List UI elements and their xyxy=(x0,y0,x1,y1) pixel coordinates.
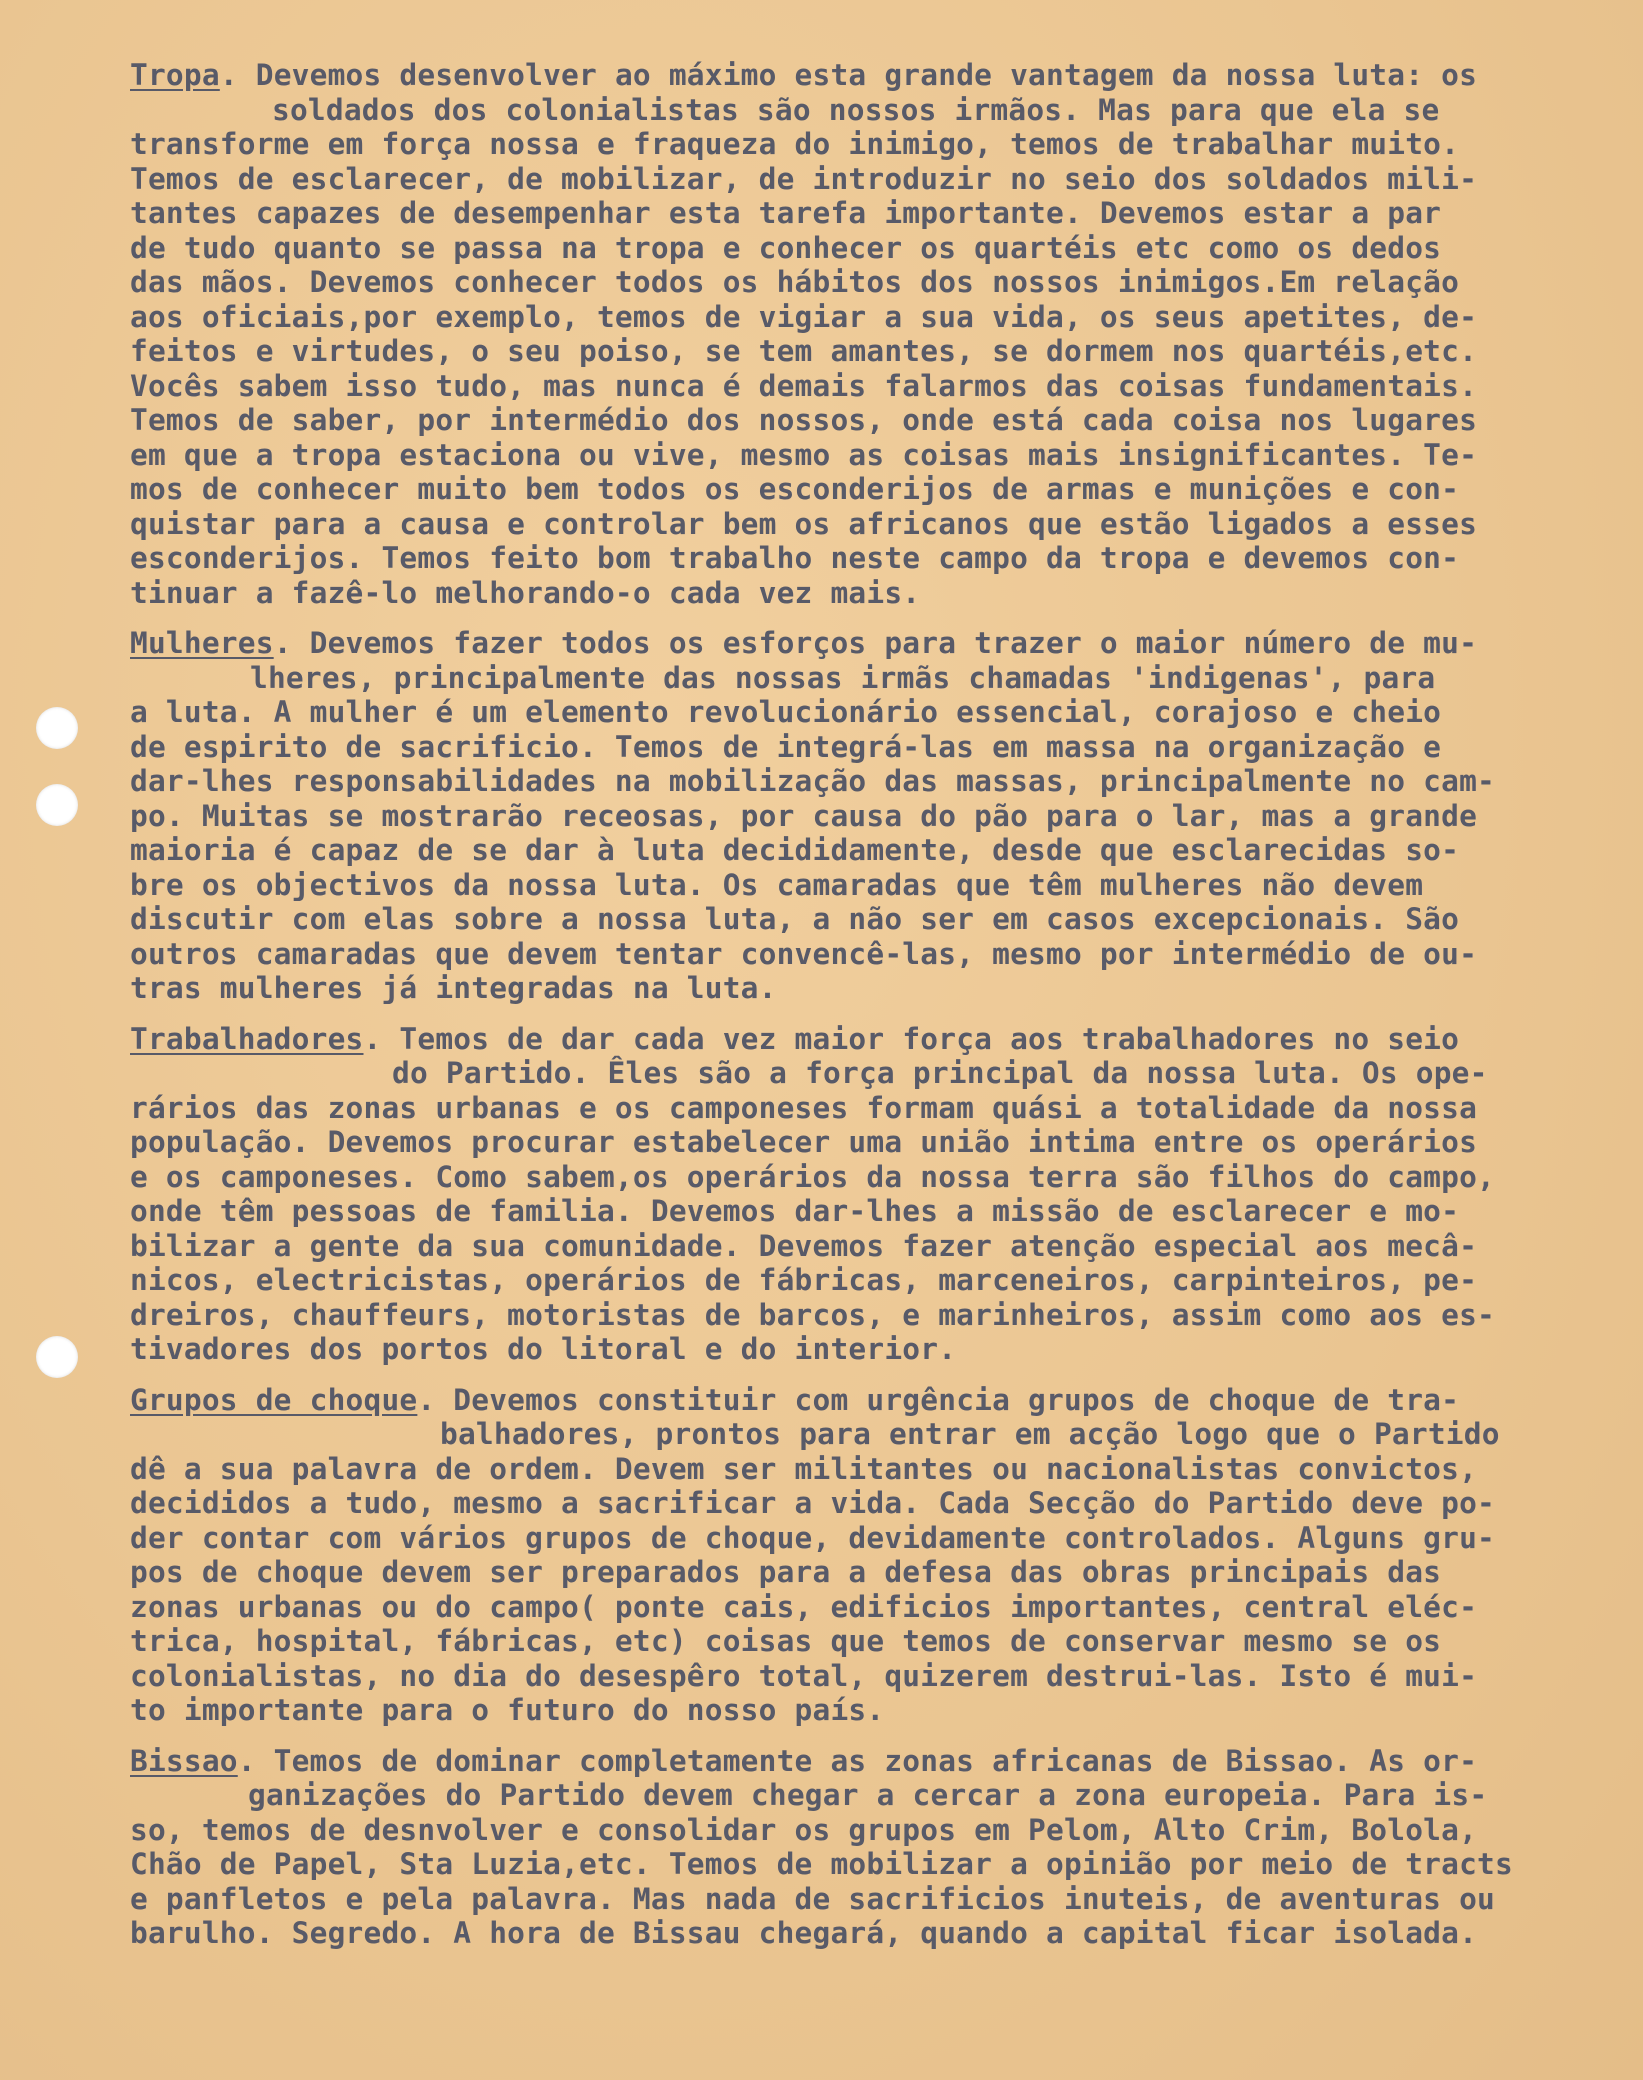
text-line: bilizar a gente da sua comunidade. Devemos fazer atenção especial aos mecâ- xyxy=(130,1228,1478,1263)
text-line: discutir com elas sobre a nossa luta, a não ser em casos excepcionais. São xyxy=(130,902,1460,936)
section-trabalhadores xyxy=(130,1022,1620,1367)
text-line: e panfletos e pela palavra. Mas nada de sacrificios inuteis, de aventuras ou xyxy=(130,1881,1495,1916)
text-line: quistar para a causa e controlar bem os africanos que estão ligados a esses xyxy=(130,506,1478,541)
text-line: tivadores dos portos do litoral e do interior. xyxy=(130,1332,957,1366)
text-line: tinuar a fazê-lo melhorando-o cada vez mais. xyxy=(130,575,921,610)
text-line: transforme em força nossa e fraqueza do inimigo, temos de trabalhar muito. xyxy=(130,127,1460,161)
text-line: balhadores, prontos para entrar em acção logo que o Partido xyxy=(440,1417,1500,1451)
text-line: decididos a tudo, mesmo a sacrificar a vida. Cada Secção do Partido deve po- xyxy=(130,1486,1495,1520)
text-line: aos oficiais,por exemplo, temos de vigiar a sua vida, os seus apetites, de- xyxy=(130,299,1478,334)
text-line: Temos de saber, por intermédio dos nossos, onde está cada coisa nos lugares xyxy=(130,403,1478,437)
text-line: ganizações do Partido devem chegar a cercar a zona europeia. Para is- xyxy=(248,1778,1488,1812)
punch-hole-bottom xyxy=(36,1336,78,1378)
section-heading: Bissao xyxy=(130,1743,238,1778)
text-line: de tudo quanto se passa na tropa e conhecer os quartéis etc como os dedos xyxy=(130,230,1442,265)
text-line: feitos e virtudes, o seu poiso, se tem amantes, se dormem nos quartéis,etc. xyxy=(130,334,1478,368)
text-line: rários das zonas urbanas e os camponeses formam quási a totalidade da nossa xyxy=(130,1090,1478,1125)
text-line: to importante para o futuro do nosso país. xyxy=(130,1693,885,1727)
text-line: Vocês sabem isso tudo, mas nunca é demais falarmos das coisas fundamentais. xyxy=(130,368,1478,403)
text-line: pos de choque devem ser preparados para a defesa das obras principais das xyxy=(130,1555,1442,1589)
text-line: onde têm pessoas de familia. Devemos dar-lhes a missão de esclarecer e mo- xyxy=(130,1194,1460,1228)
text-line: mos de conhecer muito bem todos os esconderijos de armas e munições e con- xyxy=(130,472,1460,506)
text-line: Temos de esclarecer, de mobilizar, de introduzir no seio dos soldados mili- xyxy=(130,161,1478,196)
section-heading: Tropa xyxy=(130,58,220,92)
text-line: das mãos. Devemos conhecer todos os hábitos dos nossos inimigos.Em relação xyxy=(130,265,1460,299)
section-heading: Grupos de choque xyxy=(130,1382,418,1417)
section-heading: Mulheres xyxy=(130,626,274,660)
text-line: colonialistas, no dia do desespêro total, quizerem destrui-las. Isto é mui- xyxy=(130,1658,1478,1693)
text-line: po. Muitas se mostrarão receosas, por causa do pão para o lar, mas a grande xyxy=(130,798,1478,833)
text-line: Mulheres. Devemos fazer todos os esforços para trazer o maior número de mu- xyxy=(130,626,1478,660)
text-line: trica, hospital, fábricas, etc) coisas que temos de conservar mesmo se os xyxy=(130,1624,1442,1658)
text-line: em que a tropa estaciona ou vive, mesmo as coisas mais insignificantes. Te- xyxy=(130,437,1478,472)
text-line: a luta. A mulher é um elemento revolucionário essencial, corajoso e cheio xyxy=(130,695,1442,729)
text-line: Trabalhadores. Temos de dar cada vez maior força aos trabalhadores no seio xyxy=(130,1021,1460,1056)
text-line: bre os objectivos da nossa luta. Os camaradas que têm mulheres não devem xyxy=(130,867,1424,902)
punch-hole-top xyxy=(36,707,78,749)
text-line: e os camponeses. Como sabem,os operários da nossa terra são filhos do campo, xyxy=(130,1159,1495,1194)
section-bissao xyxy=(130,1744,1620,1951)
text-line: Bissao. Temos de dominar completamente as zonas africanas de Bissao. As or- xyxy=(130,1743,1478,1778)
text-line: esconderijos. Temos feito bom trabalho neste campo da tropa e devemos con- xyxy=(130,541,1460,575)
text-line: so, temos de desnvolver e consolidar os grupos em Pelom, Alto Crim, Bolola, xyxy=(130,1812,1478,1847)
text-line: dar-lhes responsabilidades na mobilização das massas, principalmente no cam- xyxy=(130,764,1495,798)
text-line: outros camaradas que devem tentar convencê-las, mesmo por intermédio de ou- xyxy=(130,936,1478,971)
text-line: do Partido. Êles são a força principal da nossa luta. Os ope- xyxy=(392,1056,1488,1090)
text-line: Grupos de choque. Devemos constituir com urgência grupos de choque de tra- xyxy=(130,1382,1460,1417)
text-line: Chão de Papel, Sta Luzia,etc. Temos de mobilizar a opinião por meio de tracts xyxy=(130,1847,1513,1881)
text-line: Tropa. Devemos desenvolver ao máximo esta grande vantagem da nossa luta: os xyxy=(130,58,1478,92)
text-line: população. Devemos procurar estabelecer uma união intima entre os operários xyxy=(130,1125,1478,1159)
text-line: zonas urbanas ou do campo( ponte cais, edificios importantes, central eléc- xyxy=(130,1589,1478,1624)
text-line: de espirito de sacrificio. Temos de integrá-las em massa na organização e xyxy=(130,729,1442,764)
text-line: dê a sua palavra de ordem. Devem ser militantes ou nacionalistas convictos, xyxy=(130,1451,1478,1486)
text-line: lheres, principalmente das nossas irmãs chamadas 'indigenas', para xyxy=(250,660,1436,695)
text-line: soldados dos colonialistas são nossos irmãos. Mas para que ela se xyxy=(272,92,1440,127)
text-line: der contar com vários grupos de choque, devidamente controlados. Alguns gru- xyxy=(130,1520,1495,1555)
text-line: tantes capazes de desempenhar esta tarefa importante. Devemos estar a par xyxy=(130,196,1442,230)
text-line: dreiros, chauffeurs, motoristas de barcos, e marinheiros, assim como aos es- xyxy=(130,1297,1495,1332)
text-line: barulho. Segredo. A hora de Bissau chegará, quando a capital ficar isolada. xyxy=(130,1916,1478,1950)
section-tropa xyxy=(130,58,1620,610)
text-line: maioria é capaz de se dar à luta decididamente, desde que esclarecidas so- xyxy=(130,833,1460,867)
punch-hole-middle xyxy=(36,784,78,826)
typed-text-body xyxy=(130,58,1620,1967)
section-mulheres xyxy=(130,626,1620,1006)
section-heading: Trabalhadores xyxy=(130,1021,364,1056)
text-line: nicos, electricistas, operários de fábricas, marceneiros, carpinteiros, pe- xyxy=(130,1263,1478,1297)
text-line: tras mulheres já integradas na luta. xyxy=(130,971,777,1005)
section-grupos-de-choque xyxy=(130,1383,1620,1728)
